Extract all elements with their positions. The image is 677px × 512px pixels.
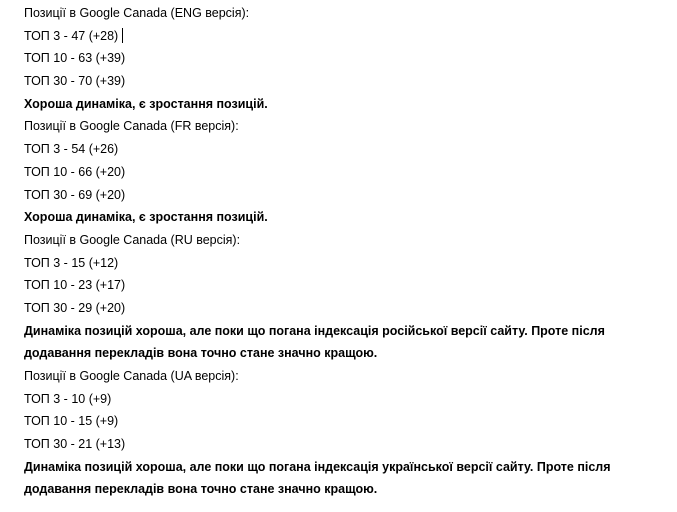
stat-line-ru-top10: ТОП 10 - 23 (+17) xyxy=(24,278,126,293)
summary-ua-line2: додавання перекладів вона точно стане значно кращою. xyxy=(24,482,378,497)
stat-line-ru-top30: ТОП 30 - 29 (+20) xyxy=(24,300,126,315)
summary-fr: Хороша динаміка, є зростання позицій. xyxy=(24,210,268,225)
section-heading-ua: Позиції в Google Canada (UA версія): xyxy=(24,369,239,383)
summary-eng: Хороша динаміка, є зростання позицій. xyxy=(24,96,268,111)
stat-line-ua-top3: ТОП 3 - 10 (+9) xyxy=(24,391,112,406)
stat-line-eng-top3: ТОП 3 - 47 (+28) xyxy=(24,25,664,48)
text-cursor xyxy=(122,28,123,43)
stat-line-ua-top30: ТОП 30 - 21 (+13) xyxy=(24,437,126,452)
stat-line-fr-top10: ТОП 10 - 66 (+20) xyxy=(24,164,126,179)
document-body[interactable] xyxy=(24,2,664,501)
stat-line-ua-top10: ТОП 10 - 15 (+9) xyxy=(24,414,119,429)
summary-ru-line1: Динаміка позицій хороша, але поки що погана індексація російської версії сайту. Проте після xyxy=(24,323,605,338)
summary-ua-line1: Динаміка позицій хороша, але поки що погана індексація української версії сайту. Проте після xyxy=(24,459,611,474)
stat-line-fr-top30: ТОП 30 - 69 (+20) xyxy=(24,187,126,202)
stat-line-ru-top3: ТОП 3 - 15 (+12) xyxy=(24,255,119,270)
summary-ru-line2: додавання перекладів вона точно стане значно кращою. xyxy=(24,346,378,361)
stat-line-fr-top3: ТОП 3 - 54 (+26) xyxy=(24,142,119,157)
stat-line-eng-top30: ТОП 30 - 70 (+39) xyxy=(24,74,126,89)
section-heading-fr: Позиції в Google Canada (FR версія): xyxy=(24,119,239,134)
section-heading-eng: Позиції в Google Canada (ENG версія): xyxy=(24,6,250,20)
section-heading-ru: Позиції в Google Canada (RU версія): xyxy=(24,232,241,247)
stat-line-eng-top10: ТОП 10 - 63 (+39) xyxy=(24,51,126,66)
